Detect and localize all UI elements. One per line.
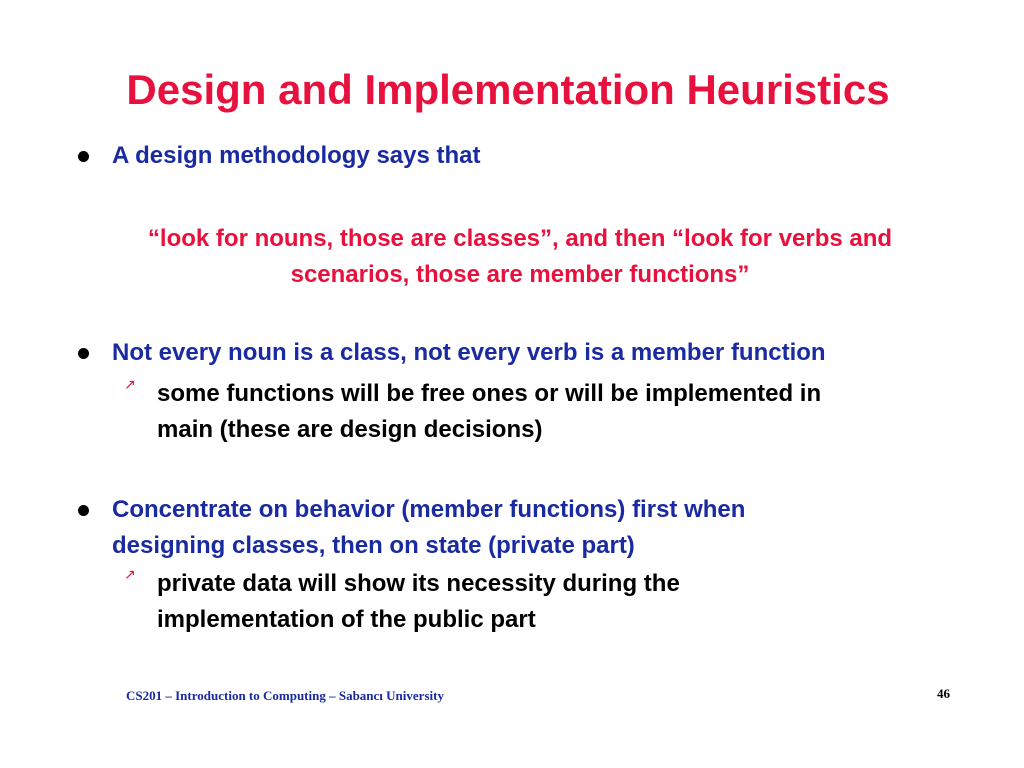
arrow-icon: ↗ [124,377,136,393]
quote-line-1: “look for nouns, those are classes”, and then “look for verbs and [147,225,893,252]
bullet-design-methodology [78,138,978,174]
sub-bullet-free-functions [124,376,964,448]
sub-line-1: private data will show its necessity during the [157,570,680,597]
bullet-line-2: designing classes, then on state (private part) [112,532,635,559]
bullet-not-every-noun [78,335,978,371]
bullet-dot-icon [78,348,89,359]
bullet-line-1: Concentrate on behavior (member functions) first when [112,496,746,523]
sub-bullet-private-data [124,566,964,638]
bullet-text [112,492,978,564]
sub-line-2: implementation of the public part [157,606,536,633]
bullet-text: Not every noun is a class, not every verb is a member function [112,339,826,366]
bullet-dot-icon [78,151,89,162]
sub-line-2: main (these are design decisions) [157,416,543,443]
sub-bullet-text [157,376,964,448]
bullet-text: A design methodology says that [112,142,481,169]
footer-course: CS201 – Introduction to Computing – Sabancı University [126,688,444,703]
arrow-icon: ↗ [124,567,136,583]
quote-block [60,221,980,293]
bullet-concentrate-behavior [78,492,978,564]
bullet-dot-icon [78,505,89,516]
quote-line-2: scenarios, those are member functions” [290,261,750,288]
slide-title: Design and Implementation Heuristics [126,66,890,113]
sub-bullet-text [157,566,964,638]
page-number: 46 [937,686,950,701]
sub-line-1: some functions will be free ones or will be implemented in [157,380,822,407]
